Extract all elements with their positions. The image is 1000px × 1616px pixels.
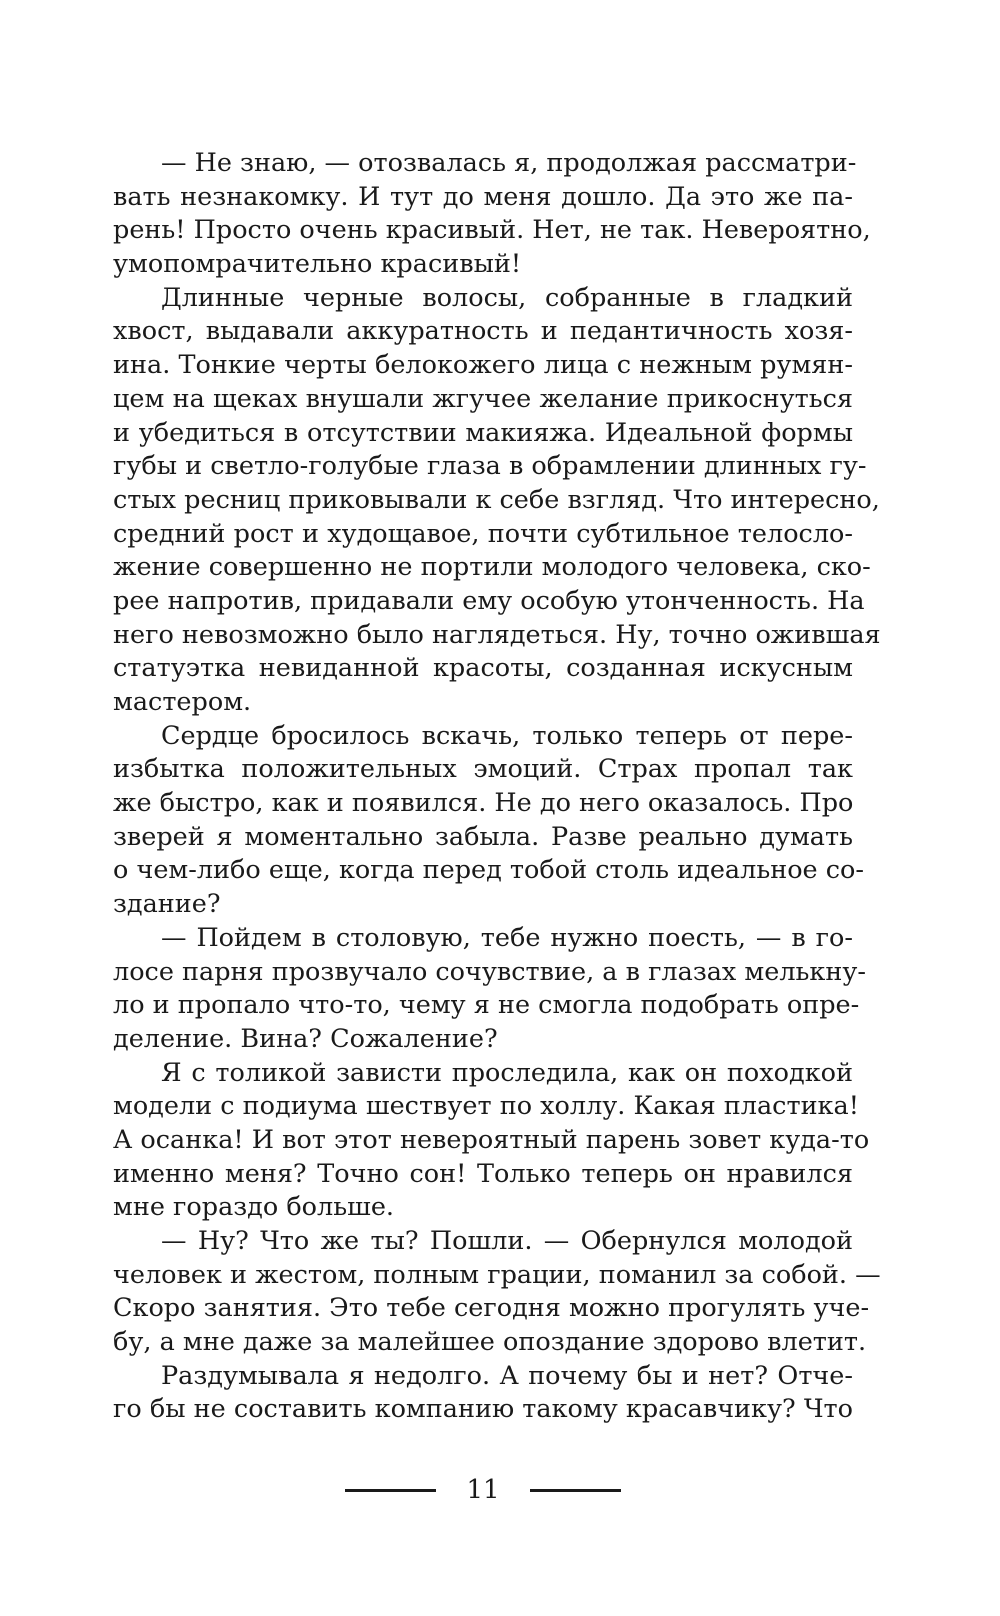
text-line: — Не знаю, — отозвалась я, продолжая рассматри- <box>161 148 857 178</box>
text-line: Скоро занятия. Это тебе сегодня можно прогулять уче- <box>113 1293 870 1324</box>
text-line: А осанка! И вот этот невероятный парень зовет куда-то <box>113 1124 870 1155</box>
page-number: 11 <box>466 1475 500 1505</box>
text-line: модели с подиума шествует по холлу. Какая пластика! <box>113 1091 859 1122</box>
text-line: о чем-либо еще, когда перед тобой столь идеальное со- <box>113 855 864 886</box>
text-line: него невозможно было наглядеться. Ну, точно ожившая <box>113 619 881 650</box>
text-line: человек и жестом, полным грации, поманил за собой. — <box>113 1259 881 1290</box>
body-text <box>113 147 881 1427</box>
text-line: лосе парня прозвучало сочувствие, а в глазах мелькну- <box>113 956 866 987</box>
text-line: бу, а мне даже за малейшее опоздание здорово влетит. <box>113 1327 867 1358</box>
text-line: Сердце бросилось вскачь, только теперь от пере- <box>161 720 853 751</box>
text-line: рее напротив, придавали ему особую утонченность. На <box>113 585 865 616</box>
text-line: избытка положительных эмоций. Страх пропал так <box>113 754 853 785</box>
text-line: ина. Тонкие черты белокожего лица с нежным румян- <box>113 350 853 381</box>
text-line: рень! Просто очень красивый. Нет, не так. Невероятно, <box>113 215 871 246</box>
footer-rule-left <box>345 1489 436 1492</box>
text-line: цем на щеках внушали жгучее желание прикоснуться <box>113 383 853 414</box>
text-line: вать незнакомку. И тут до меня дошло. Да это же па- <box>113 181 853 212</box>
text-line: — Пойдем в столовую, тебе нужно поесть, — в го- <box>161 922 853 953</box>
text-line: умопомрачительно красивый! <box>113 249 522 280</box>
text-line: зверей я моментально забыла. Разве реально думать <box>113 821 853 852</box>
text-line: мне гораздо больше. <box>113 1192 395 1223</box>
text-line: — Ну? Что же ты? Пошли. — Обернулся молодой <box>161 1226 853 1256</box>
text-line: хвост, выдавали аккуратность и педантичность хозя- <box>113 316 853 347</box>
page-footer <box>0 1470 1000 1510</box>
text-line: мастером. <box>113 687 252 717</box>
footer-rule-right <box>530 1489 621 1492</box>
text-line: деление. Вина? Сожаление? <box>113 1023 498 1054</box>
text-line: Раздумывала я недолго. А почему бы и нет? Отче- <box>161 1360 853 1391</box>
text-line: именно меня? Точно сон! Только теперь он нравился <box>113 1158 853 1189</box>
text-line: ло и пропало что-то, чему я не смогла подобрать опре- <box>113 990 860 1021</box>
text-line: здание? <box>113 889 221 920</box>
text-line: губы и светло-голубые глаза в обрамлении длинных гу- <box>113 451 867 482</box>
text-line: Я с толикой зависти проследила, как он походкой <box>161 1057 853 1088</box>
text-line: стых ресниц приковывали к себе взгляд. Что интересно, <box>113 484 880 515</box>
text-line: и убедиться в отсутствии макияжа. Идеальной формы <box>113 417 853 448</box>
text-line: жение совершенно не портили молодого человека, ско- <box>113 552 871 583</box>
text-line: го бы не составить компанию такому красавчику? Что <box>113 1394 853 1425</box>
text-line: статуэтка невиданной красоты, созданная искусным <box>113 653 853 684</box>
text-line: Длинные черные волосы, собранные в гладкий <box>161 282 853 313</box>
text-line: же быстро, как и появился. Не до него оказалось. Про <box>113 788 854 819</box>
text-line: средний рост и худощавое, почти субтильное телосло- <box>113 518 853 549</box>
